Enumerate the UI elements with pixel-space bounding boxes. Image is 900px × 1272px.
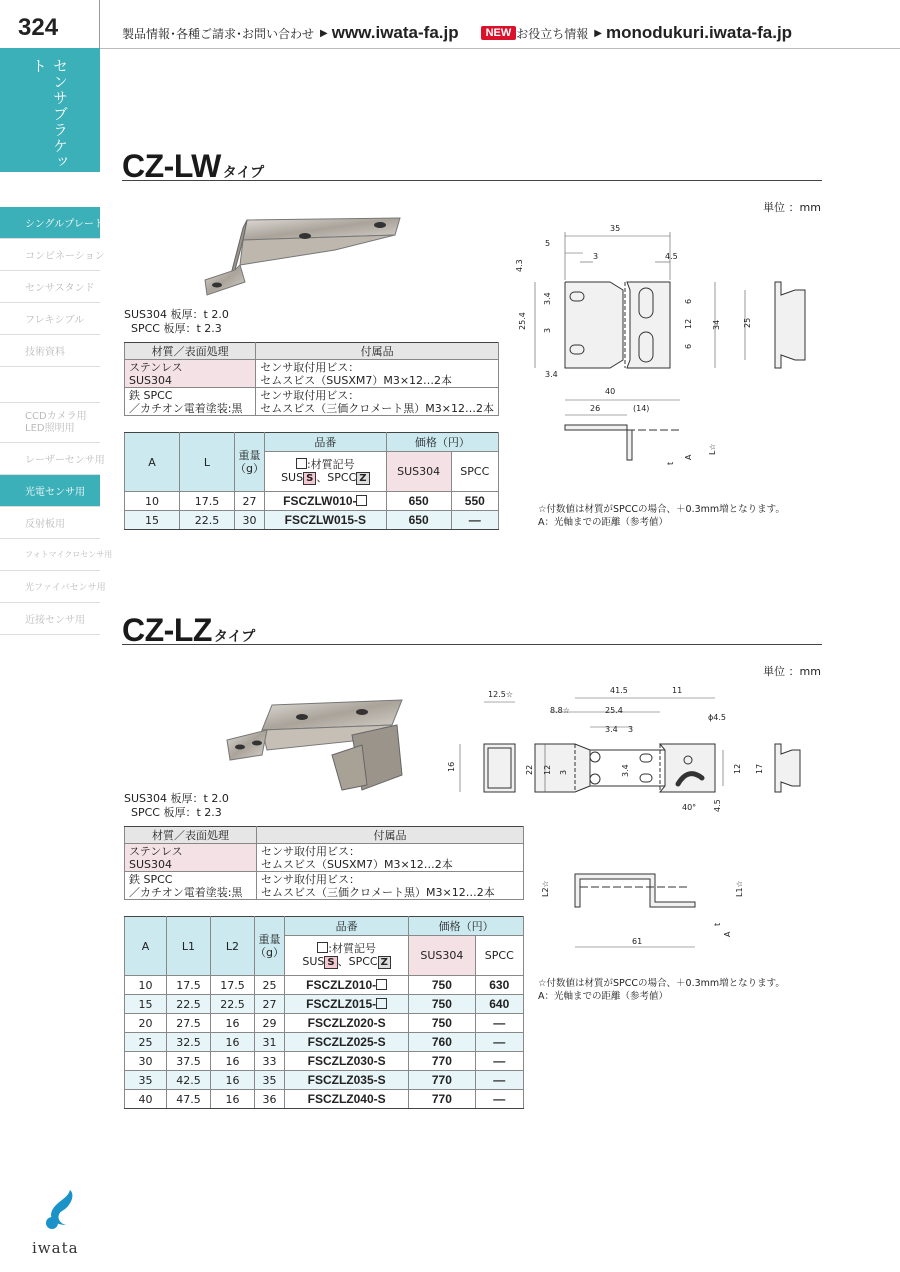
table-row: 30 37.5 16 33 FSCZLZ030-S 770 — xyxy=(125,1052,524,1071)
svg-text:8.8☆: 8.8☆ xyxy=(550,706,570,715)
svg-text:L☆: L☆ xyxy=(708,443,717,455)
svg-text:3: 3 xyxy=(628,725,634,734)
new-badge: NEW xyxy=(481,26,517,40)
table-row: 25 32.5 16 31 FSCZLZ025-S 760 — xyxy=(125,1033,524,1052)
sidebar-item-combination[interactable]: コンビネーション xyxy=(0,239,100,271)
svg-text:5: 5 xyxy=(545,239,551,248)
svg-text:41.5: 41.5 xyxy=(610,686,628,695)
table-row: 15 22.5 22.5 27 FSCZLZ015- 750 640 xyxy=(125,995,524,1014)
footnote-lw: ☆付数値は材質がSPCCの場合、＋0.3mm増となります。 A：光軸までの距離（参考値） xyxy=(538,504,785,528)
svg-text:25.4: 25.4 xyxy=(518,312,527,330)
sidebar-item-fiber[interactable]: 光ファイバセンサ用 xyxy=(0,571,100,603)
svg-text:3.4: 3.4 xyxy=(605,725,618,734)
svg-text:L1☆: L1☆ xyxy=(735,880,744,897)
table-row: 35 42.5 16 35 FSCZLZ035-S 770 — xyxy=(125,1071,524,1090)
svg-text:40°: 40° xyxy=(682,803,697,812)
material-table-lw: 材質／表面処理 付属品 ステンレス SUS304 センサ取付用ビス： セムスビス（SUSXM7）M3×12…2本 鉄 SPCC ／カチオン電着塗装:黒 センサ取付用ビス： セムスビス（三価クロメート黒）M3×12…2本 xyxy=(124,342,499,416)
svg-text:25.4: 25.4 xyxy=(605,706,623,715)
price-table-lw: A L 重量 （g） 品番 価格（円） :材質記号 SUS S 、SPCC Z SUS304 SPCC 10 17.5 27 FSCZLW010- 650 550 15 22.5 30 FSCZLW015-S 650 — xyxy=(124,432,499,530)
sidebar-item-photomicro[interactable]: フォトマイクロセンサ用 xyxy=(0,539,100,571)
table-row: 20 27.5 16 29 FSCZLZ020-S 750 — xyxy=(125,1014,524,1033)
svg-text:ϕ4.5: ϕ4.5 xyxy=(708,713,726,722)
header-bar xyxy=(122,20,842,46)
arrow-right-icon: ▶ xyxy=(594,27,602,39)
svg-text:12: 12 xyxy=(733,763,742,774)
sidebar-item-tech-data[interactable]: 技術資料 xyxy=(0,335,100,367)
sidebar-item-ccd-led[interactable]: CCDカメラ用 LED照明用 xyxy=(0,403,100,443)
material-thickness-note: SUS304 板厚：t 2.0 SPCC 板厚：t 2.3 xyxy=(124,308,229,335)
unit-label: 単位 ：mm xyxy=(763,665,821,678)
section-title-lw: CZ-LW タイプ xyxy=(122,148,822,181)
footnote-lz: ☆付数値は材質がSPCCの場合、＋0.3mm増となります。 A：光軸までの距離（参考値） xyxy=(538,978,785,1002)
material-table-lz: 材質／表面処理 付属品 ステンレス SUS304 センサ取付用ビス： セムスビス（SUSXM7）M3×12…2本 鉄 SPCC ／カチオン電着塗装:黒 センサ取付用ビス： セムスビス（三価クロメート黒）M3×12…2本 xyxy=(124,826,524,900)
svg-text:L2☆: L2☆ xyxy=(541,880,550,897)
table-row: 15 22.5 30 FSCZLW015-S 650 — xyxy=(125,511,499,530)
svg-text:4.3: 4.3 xyxy=(515,259,524,272)
category-label: センサブラケット xyxy=(30,58,69,170)
iwata-logo xyxy=(30,1185,90,1255)
svg-text:3: 3 xyxy=(559,769,568,775)
svg-text:A: A xyxy=(684,454,693,460)
nav-text: 製品情報･各種ご請求･お問い合わせ xyxy=(122,26,315,41)
svg-text:t: t xyxy=(713,922,722,926)
material-thickness-note: SUS304 板厚：t 2.0 SPCC 板厚：t 2.3 xyxy=(124,792,229,819)
sidebar-spacer xyxy=(0,367,100,403)
svg-text:3: 3 xyxy=(593,252,599,261)
iwata-logo-mark xyxy=(30,1185,90,1235)
svg-text:34: 34 xyxy=(712,319,721,330)
svg-text:A: A xyxy=(723,931,732,937)
product-photo-lw xyxy=(195,210,410,300)
svg-text:12.5☆: 12.5☆ xyxy=(488,690,513,699)
svg-text:12: 12 xyxy=(684,318,693,329)
svg-text:3.4: 3.4 xyxy=(621,764,630,777)
svg-text:t: t xyxy=(666,461,675,465)
svg-text:6: 6 xyxy=(684,298,693,304)
svg-text:4.5: 4.5 xyxy=(713,799,722,812)
page-number-box xyxy=(0,0,100,48)
svg-text:11: 11 xyxy=(672,686,683,695)
table-row: 40 47.5 16 36 FSCZLZ040-S 770 — xyxy=(125,1090,524,1109)
svg-text:4.5: 4.5 xyxy=(665,252,678,261)
unit-label: 単位 ：mm xyxy=(763,201,821,214)
sidebar-item-proximity[interactable]: 近接センサ用 xyxy=(0,603,100,635)
table-row: 10 17.5 17.5 25 FSCZLZ010- 750 630 xyxy=(125,976,524,995)
sidebar-item-photoelectric[interactable]: 光電センサ用 xyxy=(0,475,100,507)
section-title-lz: CZ-LZ タイプ xyxy=(122,612,822,645)
svg-text:22: 22 xyxy=(525,764,534,775)
svg-text:(14): (14) xyxy=(633,404,650,413)
useful-info-text: お役立ち情報 xyxy=(516,26,589,41)
sidebar-item-single-plate[interactable]: シングルプレート xyxy=(0,207,100,239)
header-divider xyxy=(100,48,900,49)
table-row: 10 17.5 27 FSCZLW010- 650 550 xyxy=(125,492,499,511)
product-photo-lz xyxy=(222,695,412,795)
technical-drawing-lw xyxy=(505,220,835,475)
svg-text:61: 61 xyxy=(632,937,643,946)
logo-text: iwata xyxy=(32,1239,79,1257)
svg-text:26: 26 xyxy=(590,404,601,413)
arrow-right-icon: ▶ xyxy=(320,27,328,39)
svg-text:25: 25 xyxy=(743,317,752,328)
technical-drawing-lz xyxy=(440,682,820,962)
page-number: 324 xyxy=(18,14,59,41)
site-url-link[interactable]: www.iwata-fa.jp xyxy=(331,23,459,42)
sidebar-item-reflector[interactable]: 反射板用 xyxy=(0,507,100,539)
svg-text:3.4: 3.4 xyxy=(545,370,558,379)
svg-text:3: 3 xyxy=(543,327,552,333)
sidebar-item-flexible[interactable]: フレキシブル xyxy=(0,303,100,335)
svg-text:12: 12 xyxy=(543,764,552,775)
sub-url-link[interactable]: monodukuri.iwata-fa.jp xyxy=(606,23,793,42)
price-table-lz: A L1 L2 重量 （g） 品番 価格（円） :材質記号 SUS S 、SPCC Z SUS304 SPCC 10 17.5 17.5 25 FSCZLZ010- 750 630 15 22.5 22.5 27 FSCZLZ015- 750 640 20 27.5 16 29 FSCZLZ020-S 750 — 25 32.5 16 31 FSCZLZ025-S 760 — 30 37.5 16 33 FSCZLZ030-S 770 — 35 42.5 16 35 FSCZLZ035-S 770 — 40 47.5 16 36 FSCZLZ040-S 770 — xyxy=(124,916,524,1109)
svg-text:17: 17 xyxy=(755,763,764,774)
svg-text:6: 6 xyxy=(684,343,693,349)
category-tab[interactable] xyxy=(0,48,100,172)
sidebar-nav xyxy=(0,207,113,635)
sidebar-item-sensor-stand[interactable]: センサスタンド xyxy=(0,271,100,303)
svg-text:35: 35 xyxy=(610,224,621,233)
svg-text:3.4: 3.4 xyxy=(543,292,552,305)
svg-text:40: 40 xyxy=(605,387,616,396)
svg-text:16: 16 xyxy=(447,761,456,772)
sidebar-item-laser[interactable]: レーザーセンサ用 xyxy=(0,443,100,475)
